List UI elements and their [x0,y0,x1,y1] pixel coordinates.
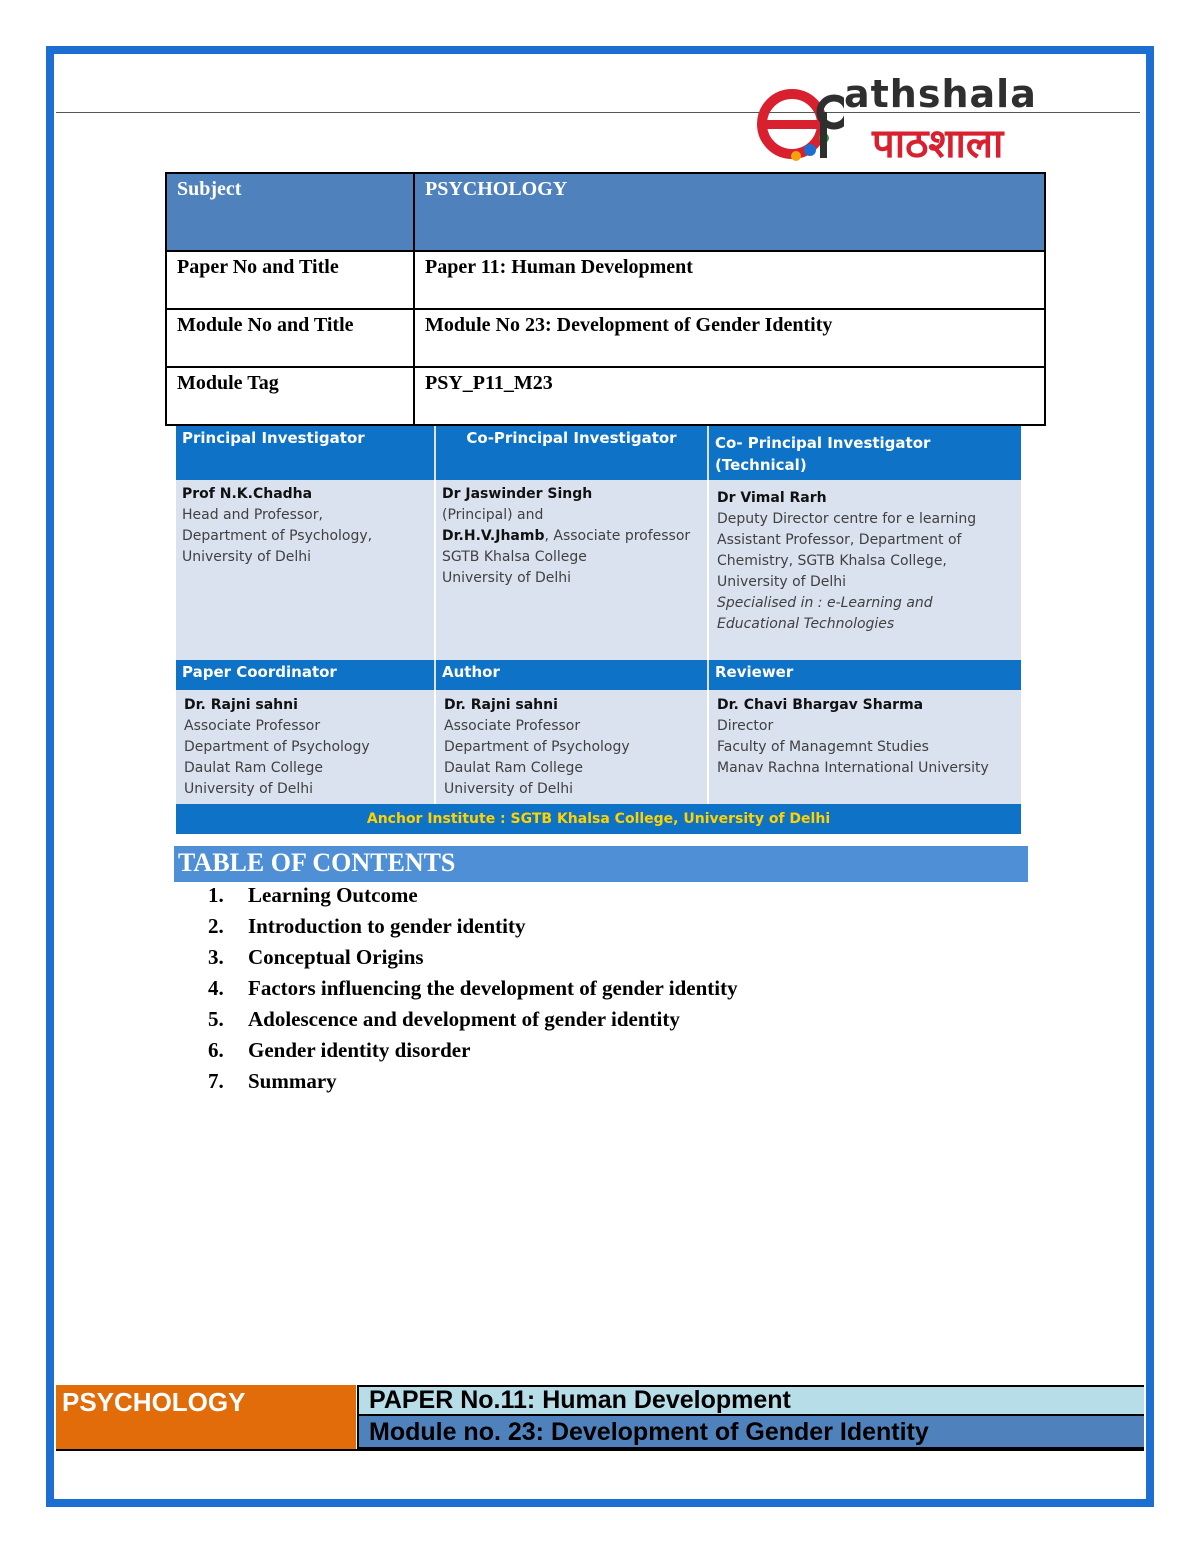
co-pi-technical-line: University of Delhi [717,574,847,590]
co-pi-line-2 [442,526,706,547]
co-principal-investigator-info [442,484,706,589]
module-info-table [165,172,1046,426]
co-pi-line: University of Delhi [442,570,572,586]
author-line: Daulat Ram College [444,760,583,776]
toc-item: 5. Adolescence and development of gender identity [208,1007,680,1031]
reviewer-line: Director [717,718,774,734]
e-logo-icon [752,72,844,164]
author-name: Dr. Rajni sahni [444,697,558,713]
co-pi-technical-info [717,488,1017,635]
reviewer-line: Faculty of Managemnt Studies [717,739,929,755]
toc-item: 2. Introduction to gender identity [208,914,526,938]
footer-rule [56,1449,1144,1451]
footer-subject: PSYCHOLOGY [56,1385,356,1449]
table-row [166,173,1045,251]
co-pi-title: , Associate professor [544,528,691,544]
column-divider [434,690,436,804]
coordinator-line: University of Delhi [184,781,314,797]
footer-module: Module no. 23: Development of Gender Identity [357,1416,1144,1449]
toc-item: 6. Gender identity disorder [208,1038,471,1062]
paper-value: Paper 11: Human Development [414,251,1045,309]
author-line: Department of Psychology [444,739,630,755]
coordinator-line: Daulat Ram College [184,760,323,776]
reviewer-info [717,695,1017,779]
co-pi-technical-header: Co- Principal Investigator (Technical) [709,426,1021,480]
reviewer-name: Dr. Chavi Bhargav Sharma [717,697,924,713]
principal-line: University of Delhi [182,549,312,565]
author-info [444,695,706,800]
footer-paper: PAPER No.11: Human Development [357,1385,1144,1416]
co-principal-investigator-header: Co-Principal Investigator [436,426,707,480]
table-row [166,251,1045,309]
principal-investigator-info [182,484,432,568]
column-divider [707,480,709,660]
principal-investigator-name: Prof N.K.Chadha [182,486,313,502]
toc-heading: TABLE OF CONTENTS [174,846,1028,882]
co-pi-technical-line: Assistant Professor, Department of [717,532,962,548]
co-pi-name: Dr Jaswinder Singh [442,486,593,502]
reviewer-header: Reviewer [709,660,1021,690]
principal-line: Head and Professor, [182,507,323,523]
module-label: Module No and Title [166,309,414,367]
toc-item: 7. Summary [208,1069,337,1093]
paper-coordinator-header: Paper Coordinator [176,660,434,690]
author-header: Author [436,660,707,690]
reviewer-line: Manav Rachna International University [717,760,989,776]
epathshala-logo [752,62,1102,172]
module-tag-value: PSY_P11_M23 [414,367,1045,425]
column-divider [434,480,436,660]
co-pi-line: (Principal) and [442,507,544,523]
principal-investigator-header: Principal Investigator [176,426,434,480]
column-divider [707,690,709,804]
logo-text-devanagari: पाठशाला [872,121,1004,167]
coordinator-name: Dr. Rajni sahni [184,697,298,713]
module-tag-label: Module Tag [166,367,414,425]
logo-text-latin: athshala [844,72,1037,116]
principal-line: Department of Psychology, [182,528,373,544]
author-line: Associate Professor [444,718,581,734]
table-row [166,367,1045,425]
author-line: University of Delhi [444,781,574,797]
toc-item: 4. Factors influencing the development of gender identity [208,976,738,1000]
paper-coordinator-info [184,695,432,800]
coordinator-line: Department of Psychology [184,739,370,755]
co-pi-technical-line: Deputy Director centre for e learning [717,511,977,527]
subject-label: Subject [166,173,414,251]
anchor-institute-banner: Anchor Institute : SGTB Khalsa College, University of Delhi [176,804,1021,834]
subject-value: PSYCHOLOGY [414,173,1045,251]
toc-item: 1. Learning Outcome [208,883,418,907]
co-pi-line: SGTB Khalsa College [442,549,587,565]
co-pi-second-name: Dr.H.V.Jhamb [442,528,545,544]
specialisation-line: Specialised in : e-Learning and [717,595,933,611]
co-pi-technical-line: Chemistry, SGTB Khalsa College, [717,553,947,569]
table-row [166,309,1045,367]
coordinator-line: Associate Professor [184,718,321,734]
toc-item: 3. Conceptual Origins [208,945,424,969]
investigators-panel [176,426,1021,834]
specialisation-line: Educational Technologies [717,616,895,632]
module-value: Module No 23: Development of Gender Identity [414,309,1045,367]
table-of-contents [208,880,738,1097]
co-pi-technical-name: Dr Vimal Rarh [717,490,827,506]
paper-label: Paper No and Title [166,251,414,309]
